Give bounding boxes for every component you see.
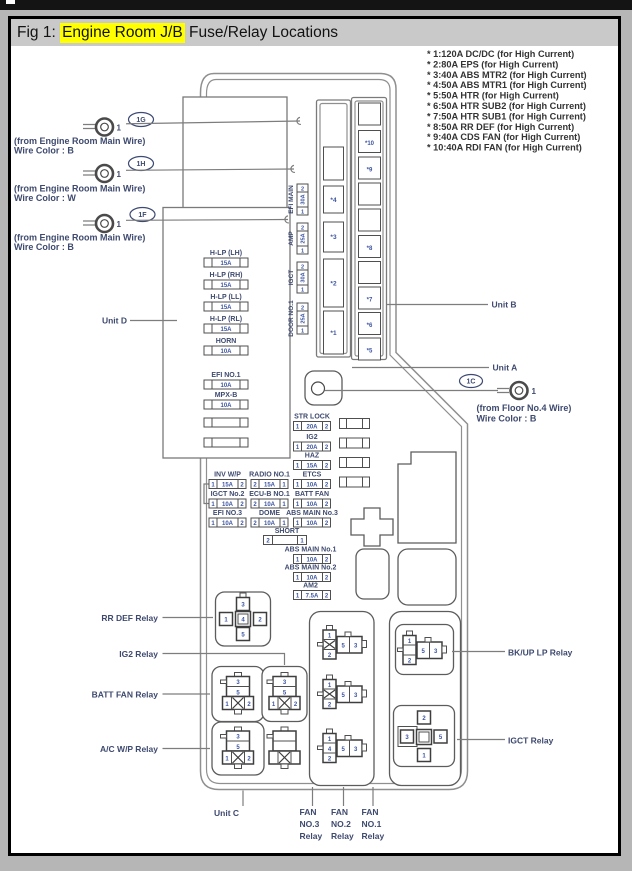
relay-igct-callout [457,736,554,746]
connector-1f-pin: 1 [116,220,121,229]
svg-text:1: 1 [300,248,305,255]
svg-text:RADIO NO.1: RADIO NO.1 [249,471,290,479]
svg-text:5: 5 [341,643,345,650]
svg-text:1: 1 [282,482,286,489]
svg-text:2: 2 [240,482,244,489]
svg-text:10A: 10A [306,521,318,527]
svg-text:*7: *7 [366,297,373,304]
svg-text:1: 1 [225,756,229,763]
empty-fuse-slot [204,418,248,427]
svg-text:25A: 25A [300,233,307,244]
svg-text:2: 2 [253,521,257,527]
svg-text:10A: 10A [306,502,318,508]
svg-text:1: 1 [295,482,300,489]
svg-text:10A: 10A [220,383,232,389]
stud-bolt-icon [312,382,325,395]
svg-text:2: 2 [300,225,305,232]
svg-text:*1: *1 [330,330,337,337]
svg-text:1: 1 [295,424,300,431]
unit-d-label: Unit D [101,315,127,326]
svg-text:15A: 15A [220,305,232,311]
svg-text:2: 2 [293,702,298,708]
svg-text:2: 2 [253,482,257,489]
relay-rr-def [216,592,271,646]
note-line: * 10:40A RDI FAN (for High Current) [427,142,582,153]
svg-text:EFI MAIN: EFI MAIN [288,185,295,214]
svg-text:3: 3 [354,747,358,753]
svg-text:2: 2 [258,617,262,624]
fuse-efi-main [288,184,308,216]
svg-text:1: 1 [224,617,228,624]
svg-text:2: 2 [266,538,270,545]
svg-text:5: 5 [341,693,345,699]
svg-text:H-LP (LH): H-LP (LH) [209,250,243,257]
svg-text:15A: 15A [306,463,318,470]
svg-text:1: 1 [211,502,215,508]
svg-text:1: 1 [295,557,300,564]
svg-text:NO.2: NO.2 [331,819,351,829]
fuse-hlp-rh [204,272,248,289]
svg-text:2: 2 [300,186,305,193]
note-line: * 1:120A DC/DC (for High Current) [427,49,575,59]
svg-text:AM2: AM2 [303,582,318,590]
svg-text:AMP: AMP [288,231,295,246]
connector-1h-color: Wire Color : W [14,193,76,203]
fan-relay-callouts [300,787,385,841]
svg-text:1: 1 [282,502,286,508]
svg-text:H-LP (RL): H-LP (RL) [209,316,243,323]
svg-text:3: 3 [354,693,358,699]
svg-text:4: 4 [327,746,332,753]
svg-text:3: 3 [434,649,438,655]
fuse-hlp-lh [204,250,248,267]
svg-text:2: 2 [300,305,305,312]
svg-text:5: 5 [236,690,240,697]
svg-text:20A: 20A [306,424,318,431]
svg-text:NO.1: NO.1 [361,819,382,829]
fuse-ecu-b-no1 [249,491,290,508]
svg-text:IG2: IG2 [306,434,318,441]
svg-text:2: 2 [324,502,329,508]
svg-text:IGCT: IGCT [288,269,295,286]
svg-text:1: 1 [300,538,304,545]
svg-text:1: 1 [300,209,305,216]
svg-text:3: 3 [405,735,409,741]
svg-text:Relay: Relay [299,831,323,841]
fuse-abs-main-no3 [286,510,338,527]
connector-1f-id: 1F [138,212,147,219]
svg-text:2: 2 [327,756,332,763]
svg-text:HORN: HORN [215,338,237,345]
svg-text:H-LP (RH): H-LP (RH) [209,272,243,279]
connector-1c [460,375,572,424]
svg-text:10A: 10A [221,521,234,527]
svg-text:1: 1 [295,463,300,470]
figure-title-prefix: Fig 1: [17,23,61,41]
igct-relay-label: IGCT Relay [508,735,554,746]
svg-text:ETCS: ETCS [302,471,322,479]
svg-text:2: 2 [407,658,412,665]
high-current-notes [427,49,587,153]
connector-1h-id: 1H [136,161,146,168]
connector-1c-source: (from Floor No.4 Wire) [476,403,572,413]
svg-text:5: 5 [241,632,245,639]
svg-text:10A: 10A [306,482,318,489]
relay-ac-wp-callout [100,744,210,754]
svg-text:1: 1 [211,482,215,489]
svg-text:4: 4 [241,617,245,624]
svg-text:2: 2 [247,702,251,708]
svg-text:*5: *5 [366,348,373,355]
svg-text:2: 2 [300,264,305,271]
svg-text:1: 1 [327,683,332,689]
svg-text:2: 2 [327,653,332,659]
svg-text:1: 1 [327,737,332,743]
svg-text:2: 2 [324,521,329,527]
connector-1c-id: 1C [466,378,476,386]
svg-text:1: 1 [295,593,300,600]
svg-text:1: 1 [211,521,215,527]
svg-text:*10: *10 [364,141,375,147]
connector-1f-source: (from Engine Room Main Wire) [14,232,146,243]
note-line: * 4:50A ABS MTR1 (for High Current) [427,80,587,91]
svg-text:ECU-B NO.1: ECU-B NO.1 [249,491,290,498]
svg-text:1: 1 [282,521,286,527]
svg-text:ABS MAIN No.1: ABS MAIN No.1 [284,546,337,554]
svg-text:2: 2 [422,716,426,722]
svg-text:2: 2 [324,424,329,431]
connector-1c-color: Wire Color : B [476,413,537,424]
svg-text:EFI NO.3: EFI NO.3 [212,510,243,517]
unit-c-callout [214,791,243,819]
svg-text:15A: 15A [220,327,232,333]
svg-text:DOOR NO.1: DOOR NO.1 [288,300,295,337]
svg-text:3: 3 [241,602,245,609]
svg-text:1: 1 [300,328,305,335]
svg-text:5: 5 [236,745,240,751]
svg-text:15A: 15A [220,261,232,267]
svg-text:25A: 25A [300,313,307,324]
svg-text:2: 2 [253,502,257,508]
unit-a-label: Unit A [492,362,518,373]
svg-text:10A: 10A [220,403,232,409]
svg-text:SHORT: SHORT [274,528,300,535]
figure-title-highlight: Engine Room J/B [62,23,183,41]
svg-text:Relay: Relay [361,831,385,841]
svg-text:1: 1 [295,445,300,451]
svg-text:3: 3 [282,680,287,686]
svg-text:10A: 10A [263,502,276,508]
connector-1g-source: (from Engine Room Main Wire) [14,136,146,146]
svg-text:EFI NO.1: EFI NO.1 [211,372,241,379]
svg-text:2: 2 [324,463,329,470]
svg-text:2: 2 [324,575,329,582]
svg-text:5: 5 [282,690,287,697]
svg-text:NO.3: NO.3 [299,819,320,829]
unit-b-label: Unit B [491,299,517,310]
rr-def-relay-label: RR DEF Relay [101,613,158,623]
fuse-door-no1 [288,300,308,337]
svg-text:INV W/P: INV W/P [214,471,241,479]
svg-text:10A: 10A [221,502,234,508]
svg-text:3: 3 [236,734,240,741]
svg-text:30A: 30A [300,272,307,283]
svg-text:2: 2 [240,502,244,508]
svg-text:ABS MAIN No.2: ABS MAIN No.2 [284,564,337,572]
svg-text:7.5A: 7.5A [305,593,319,600]
relay-bkup-lp-callout [452,648,573,658]
svg-text:1: 1 [295,502,300,508]
small-rounded-block [356,549,389,599]
svg-text:1: 1 [327,633,332,640]
svg-text:ABS MAIN No.3: ABS MAIN No.3 [286,510,338,517]
svg-text:1: 1 [271,702,276,708]
fuse-radio-no1 [249,472,290,489]
connector-1h-pin: 1 [116,170,121,179]
fuse-batt-fan [294,491,331,508]
svg-text:2: 2 [324,482,329,489]
svg-text:15A: 15A [220,283,232,289]
svg-text:*9: *9 [366,167,373,174]
fuse-igct-no2 [209,491,246,508]
svg-text:3: 3 [236,680,240,686]
unit-b-callout [387,300,517,310]
connector-1f-color: Wire Color : B [14,242,74,252]
fuse-hlp-rl [204,316,248,333]
note-line: * 7:50A HTR SUB1 (for High Current) [427,111,586,122]
empty-fuse-slot [204,438,248,447]
wire-stub-icon [497,389,509,393]
svg-text:5: 5 [438,735,443,741]
connector-1g-id: 1G [136,117,146,124]
svg-text:*2: *2 [330,280,337,288]
fan-no2-relay-label: FAN [331,807,348,817]
bkup-lp-relay-label: BK/UP LP Relay [508,647,573,658]
connector-1h-source: (from Engine Room Main Wire) [14,183,146,194]
svg-text:1: 1 [300,287,305,294]
notched-block [398,452,456,543]
svg-text:5: 5 [341,747,345,753]
fuse-efi-no3 [209,510,246,527]
note-line: * 9:40A CDS FAN (for High Current) [427,132,581,143]
svg-text:IGCT No.2: IGCT No.2 [210,491,245,498]
figure-title-suffix: Fuse/Relay Locations [184,23,339,41]
svg-text:1: 1 [225,702,229,708]
fan-no3-relay-label: FAN [299,807,317,817]
svg-text:1: 1 [407,639,412,645]
svg-text:15A: 15A [263,482,276,489]
svg-text:1: 1 [295,575,300,582]
note-line: * 6:50A HTR SUB2 (for High Current) [427,101,586,111]
svg-text:BATT FAN: BATT FAN [294,491,330,498]
connector-1c-pin: 1 [531,387,536,396]
note-line: * 3:40A ABS MTR2 (for High Current) [427,69,587,80]
svg-text:MPX-B: MPX-B [214,392,238,399]
svg-text:1: 1 [295,521,300,527]
svg-text:20A: 20A [306,445,318,451]
ac-wp-relay-label: A/C W/P Relay [100,744,158,754]
svg-text:DOME: DOME [259,510,280,517]
svg-text:2: 2 [247,756,251,763]
svg-text:15A: 15A [221,482,234,489]
svg-text:10A: 10A [306,575,318,582]
svg-text:HAZ: HAZ [304,452,320,460]
svg-text:10A: 10A [306,557,318,564]
note-line: * 5:50A HTR (for High Current) [427,90,559,101]
svg-text:2: 2 [324,445,329,451]
svg-text:H-LP (LL): H-LP (LL) [210,294,242,301]
svg-text:*4: *4 [330,197,337,204]
fan-no1-relay-label: FAN [361,807,379,817]
connector-1g-color: Wire Color : B [14,145,74,156]
svg-text:*6: *6 [366,323,373,329]
note-line: * 8:50A RR DEF (for High Current) [427,121,575,132]
unit-c-label: Unit C [214,808,240,818]
leader-line [126,220,288,221]
batt-fan-relay-label: BATT FAN Relay [91,689,158,700]
svg-text:2: 2 [240,521,244,527]
svg-text:10A: 10A [220,349,232,355]
fuse-hlp-ll [204,294,248,311]
fuse-inv-wp [209,472,246,489]
unit-a-strip [317,100,351,357]
rounded-block [398,549,456,605]
svg-text:*8: *8 [366,246,373,252]
ig2-relay-label: IG2 Relay [119,649,158,659]
svg-text:2: 2 [324,557,329,564]
svg-text:1: 1 [422,753,426,760]
unit-b-strip [352,98,387,361]
relay-batt-fan-callout [92,690,210,700]
svg-text:*3: *3 [330,234,337,241]
svg-text:5: 5 [421,649,425,655]
note-line: * 2:80A EPS (for High Current) [427,59,559,70]
connector-1g-pin: 1 [116,123,121,133]
svg-text:STR LOCK: STR LOCK [294,413,330,421]
svg-text:2: 2 [327,702,332,709]
svg-text:30A: 30A [300,194,307,205]
svg-text:2: 2 [324,593,329,600]
svg-text:10A: 10A [263,521,276,527]
svg-text:3: 3 [354,643,358,650]
svg-text:Relay: Relay [331,831,354,841]
relay-rr-def-callout [101,613,213,623]
